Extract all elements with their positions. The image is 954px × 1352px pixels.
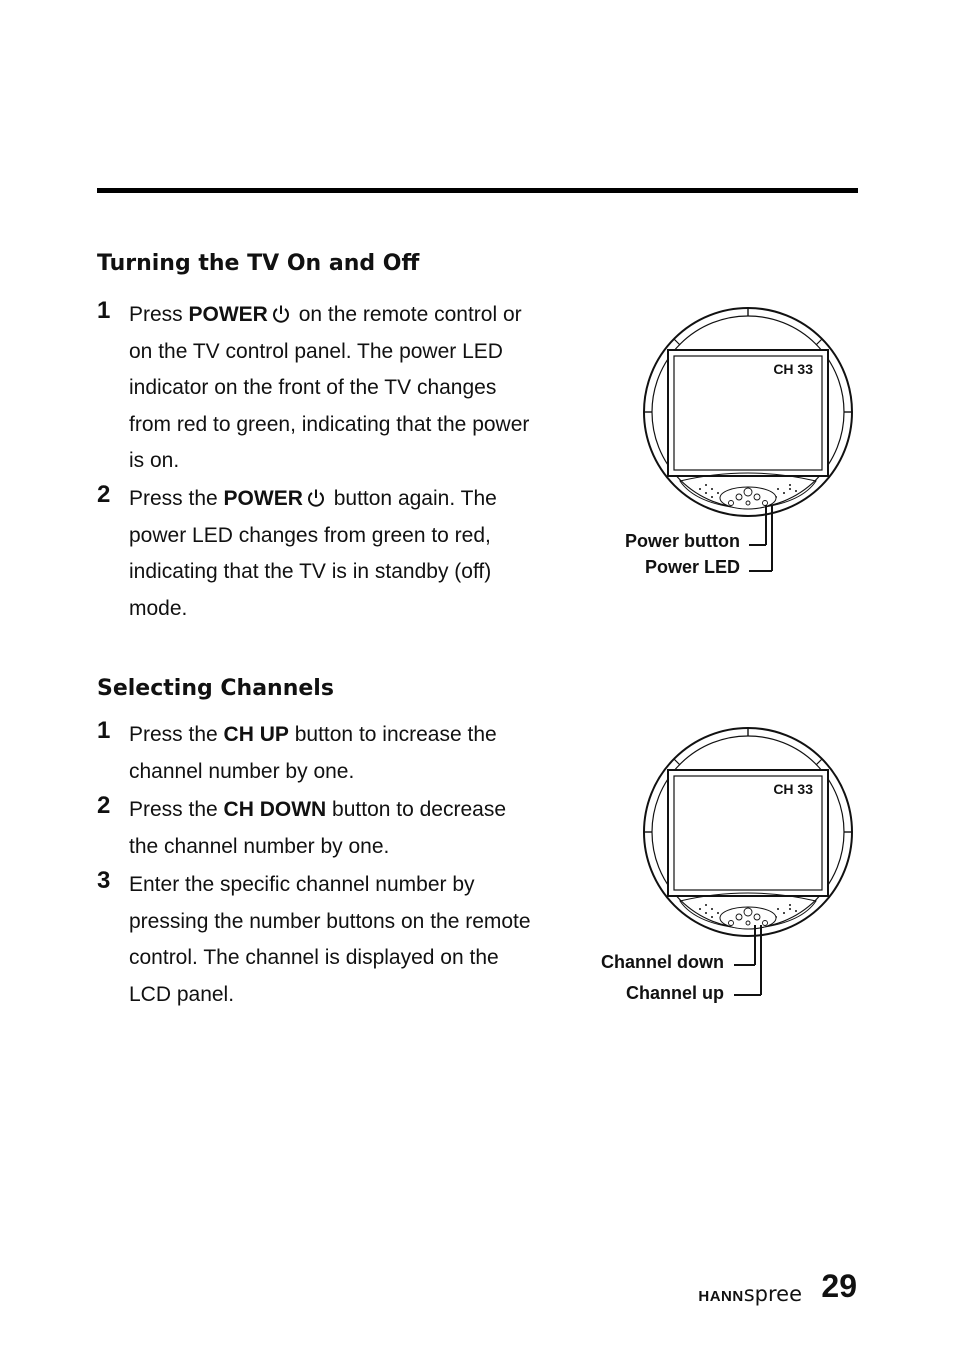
channel-display: CH 33 xyxy=(773,781,813,797)
step-number: 2 xyxy=(97,481,111,508)
callout-power-led: Power LED xyxy=(644,557,740,577)
page-number: 29 xyxy=(821,1268,857,1304)
step-number: 1 xyxy=(97,297,111,324)
channel-step-3 xyxy=(97,867,537,1013)
section-title-power: Turning the TV On and Off xyxy=(97,251,420,276)
brand-logo: HANNspree xyxy=(698,1282,802,1306)
channel-step-1 xyxy=(97,717,537,789)
power-step-2 xyxy=(97,481,537,627)
step-text: Enter the specific channel number by pressing the number buttons on the remote control. The channel is displayed on the LCD panel. xyxy=(129,873,531,1006)
step-text: Press the CH DOWN button to decrease the channel number by one. xyxy=(129,798,506,858)
step-number: 1 xyxy=(97,717,111,744)
section-title-channels: Selecting Channels xyxy=(97,676,334,701)
ch-down-keyword: CH DOWN xyxy=(223,798,327,821)
channel-display: CH 33 xyxy=(773,361,813,377)
power-step-1 xyxy=(97,297,537,477)
power-icon xyxy=(271,304,291,324)
ch-up-keyword: CH UP xyxy=(223,723,289,746)
power-keyword: POWER xyxy=(188,303,268,326)
tv-figure-channels xyxy=(580,725,860,1015)
step-text: Press the POWER button again. The power LED changes from green to red, indicating that the TV is in standby (off) mode. xyxy=(129,487,497,620)
callout-channel-down: Channel down xyxy=(601,952,724,972)
tv-figure-power xyxy=(600,305,860,590)
step-text: Press the CH UP button to increase the channel number by one. xyxy=(129,723,497,783)
power-icon xyxy=(306,488,326,508)
step-number: 2 xyxy=(97,792,111,819)
header-rule xyxy=(97,188,858,193)
callout-power-button: Power button xyxy=(625,531,740,551)
step-text: Press POWER on the remote control or on the TV control panel. The power LED indicator on the front of the TV changes from red to green, indicating that the power is on. xyxy=(129,303,530,473)
power-keyword: POWER xyxy=(223,487,303,510)
callout-channel-up: Channel up xyxy=(626,983,724,1003)
step-number: 3 xyxy=(97,867,111,894)
channel-step-2 xyxy=(97,792,537,864)
